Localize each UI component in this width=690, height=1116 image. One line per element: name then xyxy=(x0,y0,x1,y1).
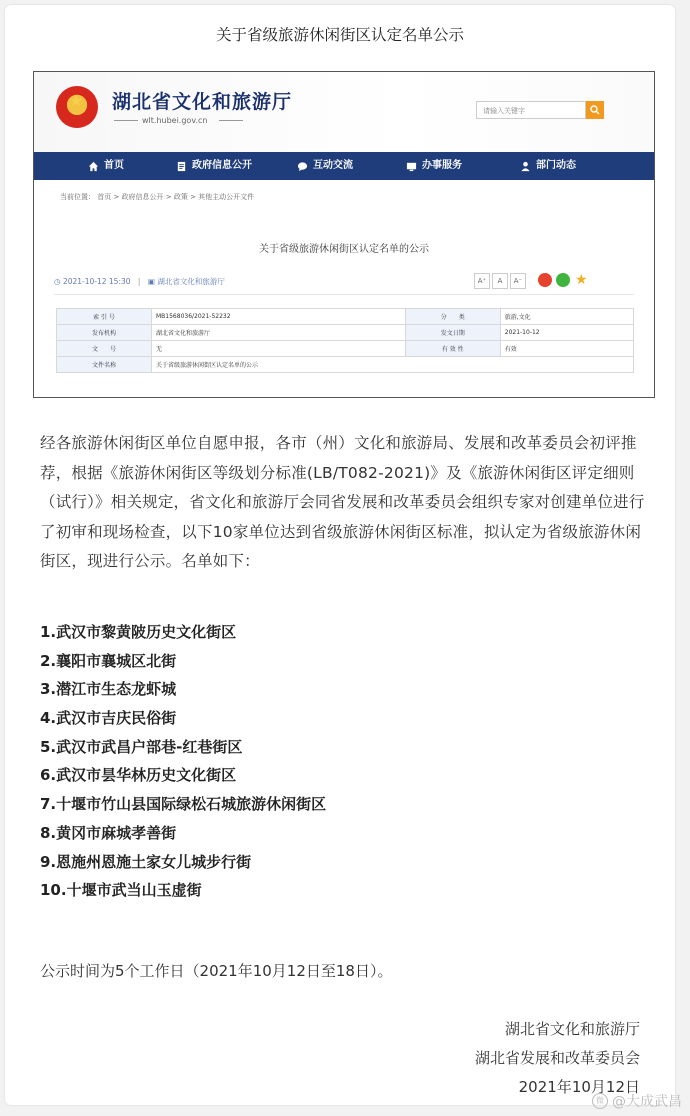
font-larger-button[interactable]: A⁺ xyxy=(474,273,490,289)
signature-dept-culture: 湖北省文化和旅游厅 xyxy=(504,1020,640,1038)
font-smaller-button[interactable]: A⁻ xyxy=(510,273,526,289)
signature-date: 2021年10月12日 xyxy=(518,1078,640,1096)
nav-item-services[interactable]: 办事服务 xyxy=(406,152,462,180)
home-icon xyxy=(88,161,99,172)
doc-meta xyxy=(54,276,225,287)
print-icon: ▣ xyxy=(147,277,155,286)
chat-bubble-icon xyxy=(297,161,308,172)
search-input[interactable]: 请输入关键字 xyxy=(476,101,586,119)
wechat-share-icon[interactable] xyxy=(556,273,570,287)
nav-item-home[interactable]: 首页 xyxy=(88,152,124,180)
divider xyxy=(54,294,634,295)
search-button[interactable] xyxy=(586,101,604,119)
person-icon xyxy=(520,161,531,172)
search-icon xyxy=(590,105,600,115)
list-item: 10.十堰市武当山玉虚街 xyxy=(40,881,202,900)
list-item: 3.潜江市生态龙虾城 xyxy=(40,680,177,699)
list-item: 7.十堰市竹山县国际绿松石城旅游休闲街区 xyxy=(40,795,327,814)
divider xyxy=(219,120,243,121)
publish-source: 湖北省文化和旅游厅 xyxy=(157,277,225,286)
list-item: 8.黄冈市麻城孝善街 xyxy=(40,823,177,842)
publish-date: 2021-10-12 15:30 xyxy=(62,277,131,286)
breadcrumb: 当前位置： 首页 > 政府信息公开 > 政策 > 其他主动公开文件 xyxy=(60,193,255,201)
announcement-paragraph xyxy=(40,429,660,577)
site-name: 湖北省文化和旅游厅 xyxy=(112,91,293,113)
list-item: 9.恩施州恩施土家女儿城步行街 xyxy=(40,852,252,871)
document-icon xyxy=(176,161,187,172)
national-emblem-icon: ★ xyxy=(56,86,98,128)
font-normal-button[interactable]: A xyxy=(492,273,508,289)
weibo-icon: 微 xyxy=(592,1093,608,1109)
nav-item-news[interactable]: 部门动态 xyxy=(520,152,576,180)
monitor-icon xyxy=(406,161,417,172)
list-item: 4.武汉市吉庆民俗街 xyxy=(40,709,177,728)
site-url: wlt.hubei.gov.cn xyxy=(142,116,208,125)
nav-item-gov-info[interactable]: 政府信息公开 xyxy=(176,152,252,180)
doc-title: 关于省级旅游休闲街区认定名单的公示 xyxy=(259,244,429,255)
table-row: 文件名称 关于省级旅游休闲街区认定名单的公示 xyxy=(57,357,634,373)
doc-info-table xyxy=(56,308,634,373)
nav-item-interaction[interactable]: 互动交流 xyxy=(297,152,353,180)
meta-separator: | xyxy=(137,277,141,286)
paragraph-line: 了初审和现场检查，以下10家单位达到省级旅游休闲街区标准，拟认定为省级旅游休闲 xyxy=(40,522,642,541)
main-nav xyxy=(34,152,654,180)
table-row: 发布机构 湖北省文化和旅游厅 发文日期 2021-10-12 xyxy=(57,325,634,341)
paragraph-line: 经各旅游休闲街区单位自愿申报，各市（州）文化和旅游局、发展和改革委员会初评推 xyxy=(40,434,637,452)
weibo-share-icon[interactable] xyxy=(538,273,552,287)
list-item: 6.武汉市昙华林历史文化街区 xyxy=(40,766,237,785)
post-card xyxy=(5,5,675,1105)
list-item: 5.武汉市武昌户部巷-红巷街区 xyxy=(40,737,243,756)
paragraph-line: 街区，现进行公示。名单如下： xyxy=(40,552,260,570)
paragraph-line: 荐，根据《旅游休闲街区等级划分标准(LB/T082-2021)》及《旅游休闲街区评定细则 xyxy=(40,463,635,482)
table-row: 索 引 号 MB1568036/2021-52232 分 类 旅游,文化 xyxy=(57,309,634,325)
list-item: 2.襄阳市襄城区北街 xyxy=(40,651,177,670)
favorite-star-icon[interactable]: ★ xyxy=(575,272,588,288)
signature-dept-development: 湖北省发展和改革委员会 xyxy=(474,1049,640,1067)
notice-period: 公示时间为5个工作日（2021年10月12日至18日）。 xyxy=(40,962,393,980)
clock-icon: ◷ xyxy=(54,277,61,286)
website-screenshot xyxy=(33,71,655,398)
weibo-watermark: 微 @大成武昌 xyxy=(592,1091,682,1111)
table-row: 文 号 无 有 效 性 有效 xyxy=(57,341,634,357)
site-header xyxy=(34,72,654,152)
post-title: 关于省级旅游休闲街区认定名单公示 xyxy=(215,26,464,44)
list-item: 1.武汉市黎黄陂历史文化街区 xyxy=(40,623,237,641)
district-list xyxy=(40,618,640,905)
paragraph-line: （试行）》相关规定，省文化和旅游厅会同省发展和改革委员会组织专家对创建单位进行 xyxy=(40,493,645,511)
divider xyxy=(114,120,138,121)
